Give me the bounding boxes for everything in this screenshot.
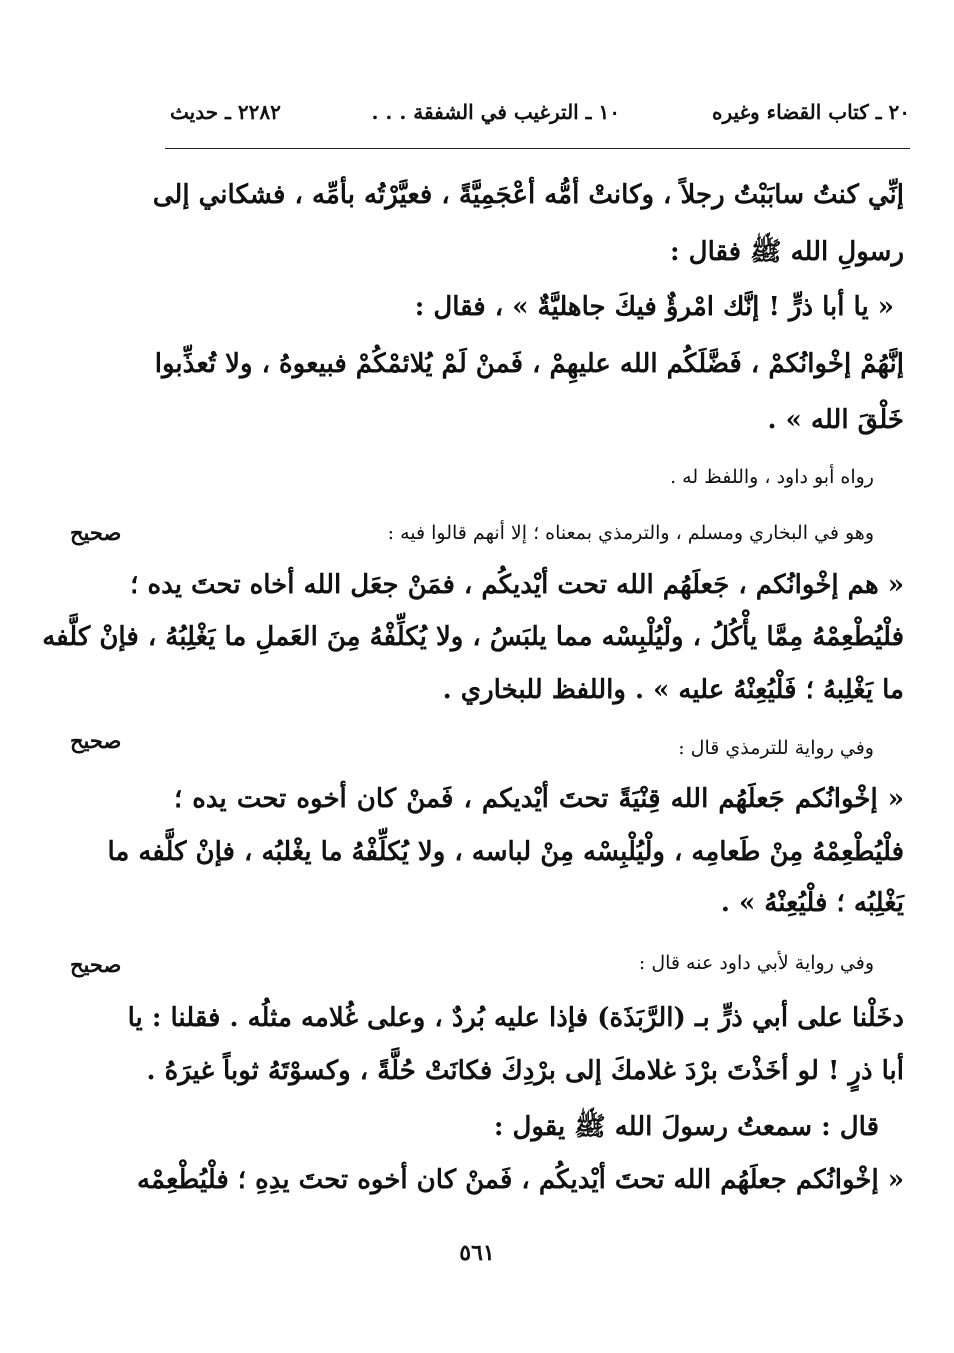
text-line: فلْيُطْعِمْهُ مِنْ طَعامِه ، ولْيُلْبِسْه مِنْ لباسه ، ولا يُكلِّفْهُ ما يغْلبُه ، فإنْ كلَّفه ما [107, 837, 904, 867]
text-line: إنَّهُمْ إخْوانُكمْ ، فَضَّلَكُم الله عليهِمْ ، فَمنْ لَمْ يُلائمْكُمْ فبيعوهُ ، ولا تُعذِّبوا [154, 349, 904, 379]
text-line: « إخْوانُكم جعلَهُم الله تحتَ أيْديكُم ، فَمنْ كان أخوه تحتَ يدِهِ ؛ فلْيُطْعِمْه [137, 1165, 904, 1195]
source-note: وفي رواية لأبي داود عنه قال : [638, 952, 874, 974]
text-line: دخَلْنا على أبي ذرٍّ بـ (الرَّبَذَة) فإذا عليه بُردٌ ، وعلى غُلامه مثلُه . فقلنا : يا [127, 1003, 904, 1033]
source-note: وهو في البخاري ومسلم ، والترمذي بمعناه ؛ إلا أنهم قالوا فيه : [387, 522, 874, 544]
grade-label: صحيح [70, 952, 122, 977]
text-line: يَغْلِبُه ؛ فلْيُعِنْهُ » . [720, 888, 904, 918]
page-number: ٥٦١ [459, 1240, 495, 1266]
chapter-title: ١٠ ـ الترغيب في الشفقة . . . [371, 100, 620, 124]
text-line: قال : سمعتُ رسولَ الله ﷺ يقول : [493, 1112, 879, 1142]
text-line: « هم إخْوانُكم ، جَعلَهُم الله تحت أيْديكُم ، فمَنْ جعَل الله أخاه تحتَ يده ؛ [130, 570, 904, 600]
book-title: ٢٠ ـ كتاب القضاء وغيره [712, 100, 910, 124]
grade-label: صحيح [70, 520, 122, 545]
text-line: ما يَغْلِبهُ ؛ فَلْيُعِنْهُ عليه » . واللفظ للبخاري . [442, 675, 904, 705]
running-header [170, 100, 910, 140]
hadith-number: ٢٢٨٢ ـ حديث [170, 100, 281, 124]
text-line: خَلْقَ الله » . [767, 405, 904, 435]
header-rule [165, 148, 910, 149]
text-line: « إخْوانُكم جَعلَهُم الله قِنْيَةً تحتَ أيْديكم ، فَمنْ كان أخوه تحت يده ؛ [174, 784, 904, 814]
source-note: رواه أبو داود ، واللفظ له . [670, 466, 874, 488]
text-line: « يا أبا ذرٍّ ! إنَّك امْرؤٌ فيكَ جاهليَّةٌ » ، فقال : [414, 292, 894, 322]
text-line: أبا ذرٍ ! لو أخَذْتَ برْدَ غلامكَ إلى برْدِكَ فكانَتْ حُلَّةً ، وكسوْتَهُ ثوباً غيرَهُ . [146, 1056, 904, 1086]
text-line: رسولِ الله ﷺ فقال : [670, 237, 904, 267]
grade-label: صحيح [70, 728, 122, 753]
text-line: إنِّي كنتُ سابَبْتُ رجلاً ، وكانتْ أمُّه أعْجَمِيَّةً ، فعيَّرْتُه بأمِّه ، فشكاني إلى [152, 180, 904, 210]
text-line: فلْيُطْعِمْهُ مِمَّا يأْكُلُ ، ولْيُلْبِسْه مما يلبَسُ ، ولا يُكلِّفْهُ مِنَ العَملِ ما يَغْلِبُهُ ، فإنْ كلَّفه [42, 622, 904, 652]
source-note: وفي رواية للترمذي قال : [678, 737, 874, 759]
